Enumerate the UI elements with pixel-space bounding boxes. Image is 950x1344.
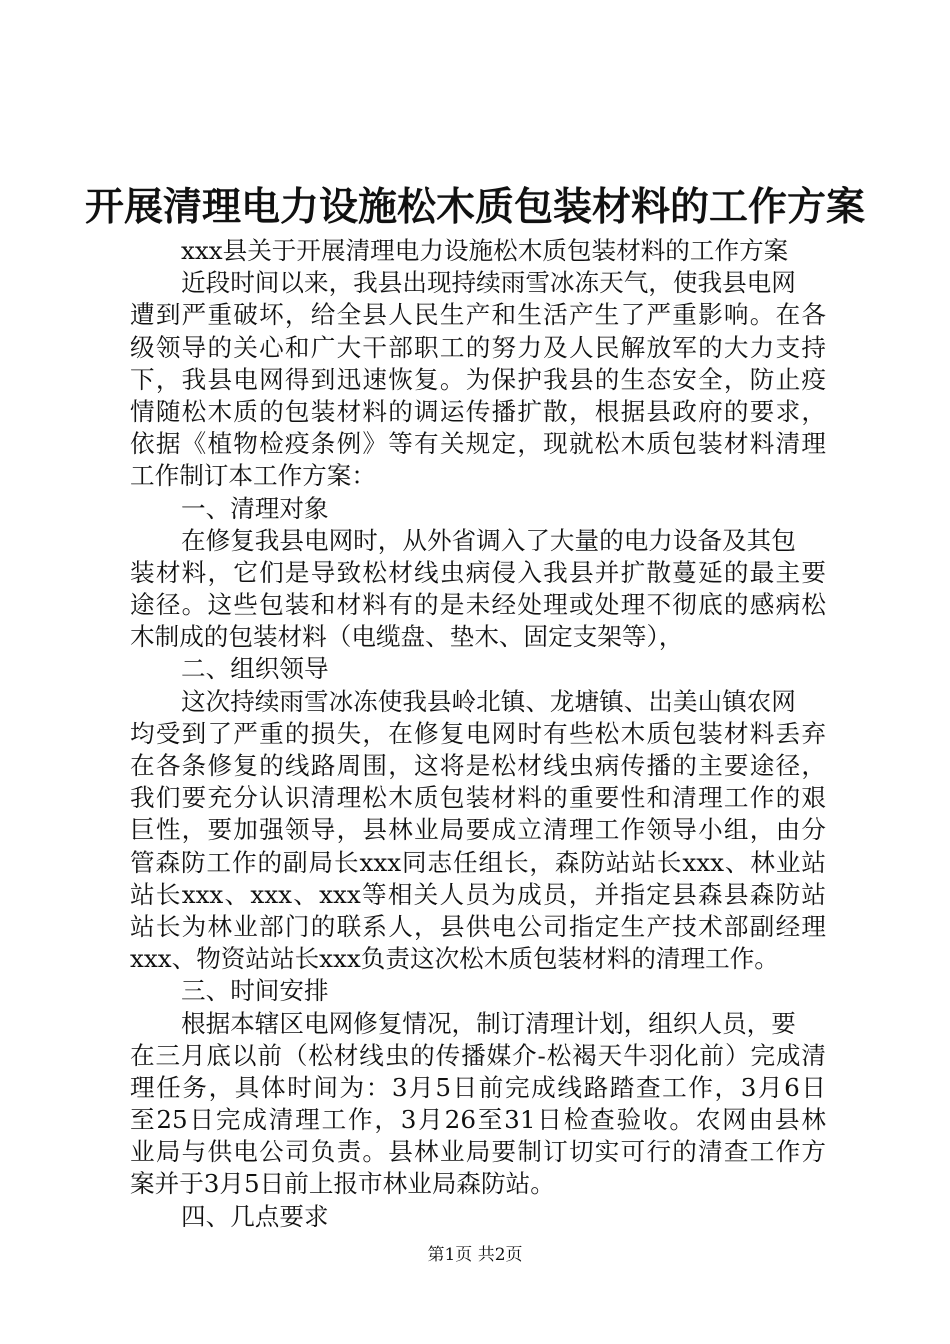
paragraph-line: 装材料，它们是导致松材线虫病侵入我县并扩散蔓延的最主要 <box>130 557 826 587</box>
paragraph-line: 站长为林业部门的联系人，县供电公司指定生产技术部副经理 <box>130 911 826 941</box>
paragraph-line: 至25日完成清理工作，3月26至31日检查验收。农网由县林 <box>130 1105 826 1135</box>
paragraph-line: 依据《植物检疫条例》等有关规定，现就松木质包装材料清理 <box>130 429 826 459</box>
paragraph-line: 站长xxx、xxx、xxx等相关人员为成员，并指定县森县森防站 <box>130 879 826 909</box>
paragraph-line: 巨性，要加强领导，县林业局要成立清理工作领导小组，由分 <box>130 815 826 845</box>
paragraph-line: 业局与供电公司负责。县林业局要制订切实可行的清查工作方 <box>130 1137 826 1167</box>
page-footer: 第1页 共2页 <box>427 1245 523 1265</box>
paragraph-line: xxx、物资站站长xxx负责这次松木质包装材料的清理工作。 <box>130 944 779 974</box>
section-heading: 二、组织领导 <box>181 654 329 684</box>
paragraph-line: 在各条修复的线路周围，这将是松材线虫病传播的主要途径， <box>130 751 826 780</box>
paragraph-line: 工作制订本工作方案： <box>130 461 376 491</box>
paragraph-line: 近段时间以来，我县出现持续雨雪冰冻天气，使我县电网 <box>181 268 796 298</box>
paragraph-line: 途径。这些包装和材料有的是未经处理或处理不彻底的感病松 <box>130 590 826 620</box>
paragraph-line: 管森防工作的副局长xxx同志任组长，森防站站长xxx、林业站 <box>130 847 826 877</box>
paragraph-line: 理任务，具体时间为：3月5日前完成线路踏查工作，3月6日 <box>130 1072 826 1102</box>
paragraph-line: 级领导的关心和广大干部职工的努力及人民解放军的大力支持 <box>130 332 826 362</box>
section-heading: 三、时间安排 <box>181 976 329 1006</box>
section-heading: 四、几点要求 <box>181 1201 329 1231</box>
document-body <box>130 235 826 1233</box>
paragraph-line: 在修复我县电网时，从外省调入了大量的电力设备及其包 <box>181 525 796 555</box>
paragraph-line: 我们要充分认识清理松木质包装材料的重要性和清理工作的艰 <box>130 783 826 813</box>
paragraph-line: 均受到了严重的损失，在修复电网时有些松木质包装材料丢弃 <box>130 718 826 748</box>
paragraph-line: 在三月底以前（松材线虫的传播媒介-松褐天牛羽化前）完成清 <box>130 1040 826 1070</box>
paragraph-line: 下，我县电网得到迅速恢复。为保护我县的生态安全，防止疫 <box>130 364 826 394</box>
paragraph-line: 案并于3月5日前上报市林业局森防站。 <box>130 1169 555 1199</box>
document-title: 开展清理电力设施松木质包装材料的工作方案 <box>84 185 865 230</box>
paragraph-line: 遭到严重破坏，给全县人民生产和生活产生了严重影响。在各 <box>130 300 826 330</box>
section-heading: 一、清理对象 <box>181 493 329 523</box>
paragraph-line: 情随松木质的包装材料的调运传播扩散，根据县政府的要求， <box>130 396 826 426</box>
paragraph-line: 这次持续雨雪冰冻使我县岭北镇、龙塘镇、岀美山镇农网 <box>181 686 796 716</box>
paragraph-line: xxx县关于开展清理电力设施松木质包装材料的工作方案 <box>181 236 789 265</box>
paragraph-line: 木制成的包装材料（电缆盘、垫木、固定支架等）， <box>130 622 684 652</box>
paragraph-line: 根据本辖区电网修复情况，制订清理计划，组织人员，要 <box>181 1008 796 1038</box>
